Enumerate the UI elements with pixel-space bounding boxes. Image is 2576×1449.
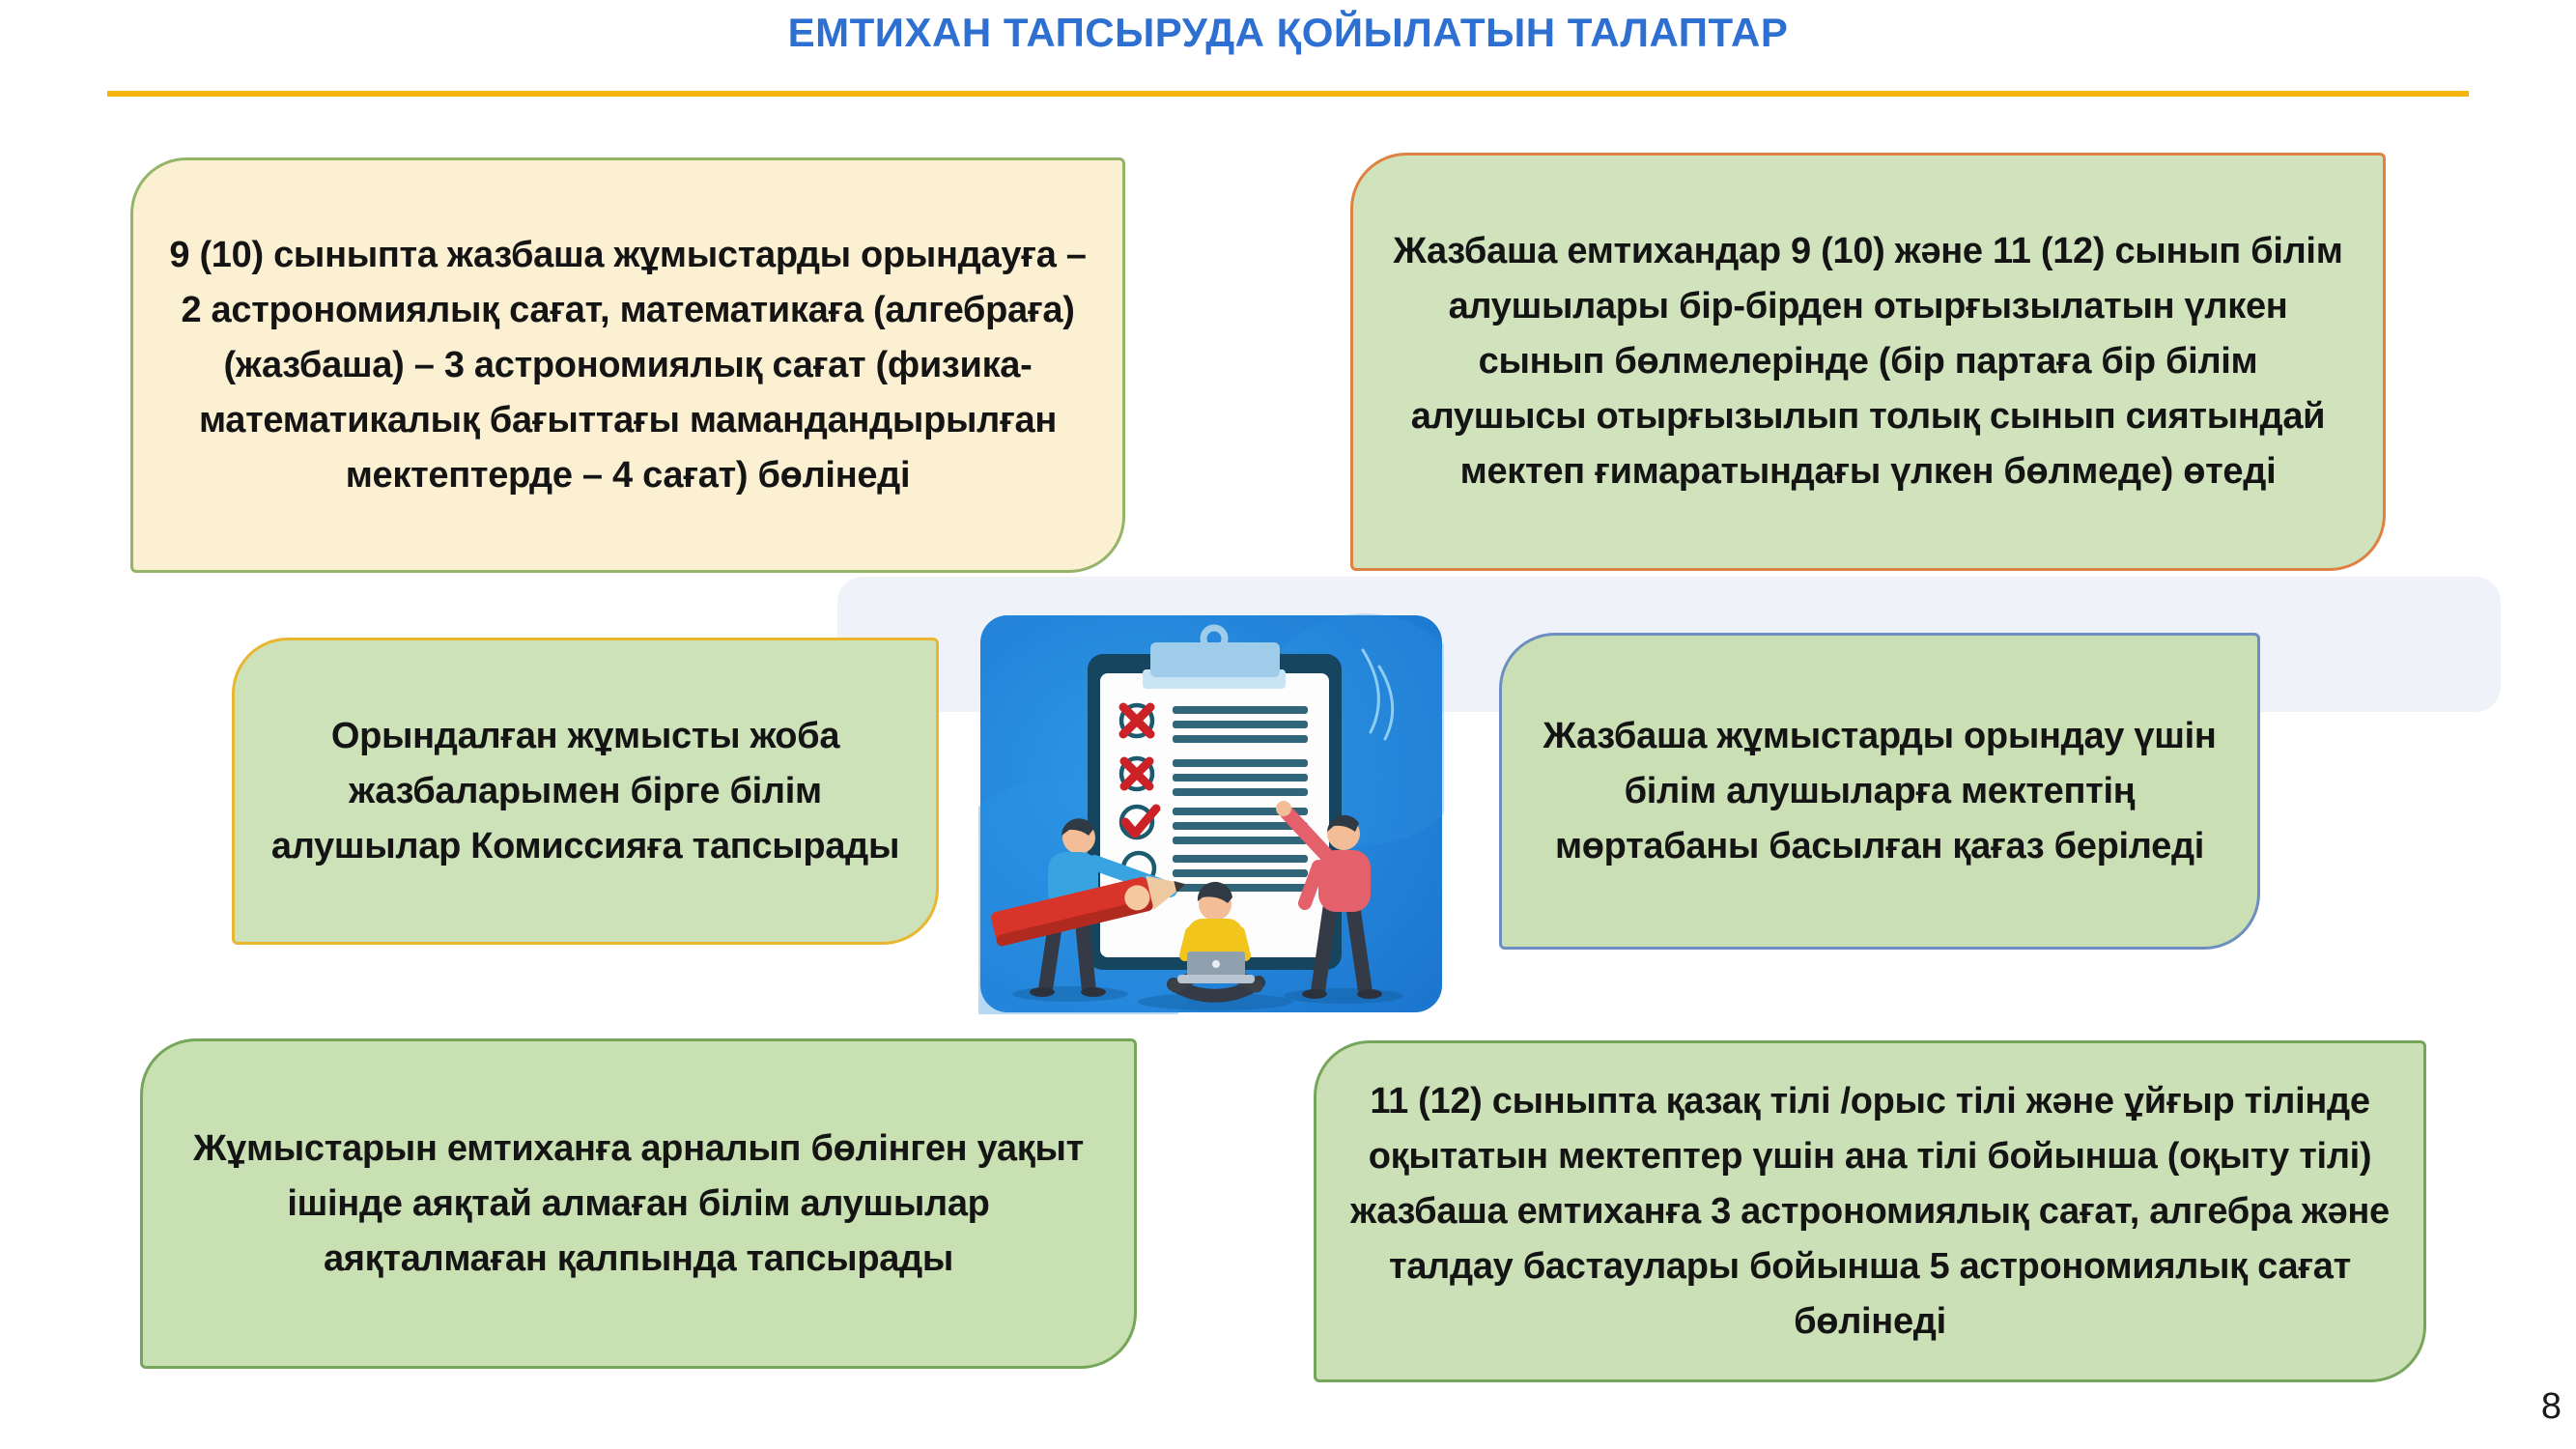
info-box-bottom-left xyxy=(140,1038,1137,1369)
info-box-top-right xyxy=(1350,153,2386,571)
page-number: 8 xyxy=(2540,1386,2562,1427)
info-box-top-right-text: Жазбаша емтихандар 9 (10) және 11 (12) сынып білім алушылары бір-бірден отырғызылатын үлкен сынып бөлмелерінде (бір партаға бір білім алушысы отырғызылып толық сынып сиятындай мектеп ғимаратындағы үлкен бөлмеде) өтеді xyxy=(1393,231,2343,492)
info-box-top-left-text: 9 (10) сыныпта жазбаша жұмыстарды орындауға – 2 астрономиялық сағат, математикаға (алгебраға) (жазбаша) – 3 астрономиялық сағат (физика-математикалық бағыттағы мамандандырылған мектептерде – 4 сағат) бөлінеді xyxy=(169,234,1087,496)
info-box-mid-left xyxy=(232,638,939,945)
title-underline xyxy=(107,91,2469,97)
page-title: ЕМТИХАН ТАПСЫРУДА ҚОЙЫЛАТЫН ТАЛАПТАР xyxy=(787,10,1789,55)
info-box-mid-left-text: Орындалған жұмысты жоба жазбаларымен бірге білім алушылар Комиссияға тапсырады xyxy=(270,715,900,867)
checklist-illustration xyxy=(978,613,1444,1014)
info-box-mid-right-text: Жазбаша жұмыстарды орындау үшін білім алушыларға мектептің мөртабаны басылған қағаз беріледі xyxy=(1543,715,2217,867)
info-box-top-left xyxy=(130,157,1125,573)
info-box-mid-right xyxy=(1499,633,2260,950)
info-box-bottom-left-text: Жұмыстарын емтиханға арналып бөлінген уақыт ішінде аяқтай алмаған білім алушылар аяқталмаған қалпында тапсырады xyxy=(193,1127,1084,1279)
info-box-bottom-right-text: 11 (12) сыныпта қазақ тілі /орыс тілі және ұйғыр тілінде оқытатын мектептер үшін ана тілі бойынша (оқыту тілі) жазбаша емтиханға 3 астрономиялық сағат, алгебра және талдау бастаулары бойынша 5 астрономиялық сағат бөлінеді xyxy=(1350,1080,2390,1342)
info-box-bottom-right xyxy=(1314,1040,2426,1382)
